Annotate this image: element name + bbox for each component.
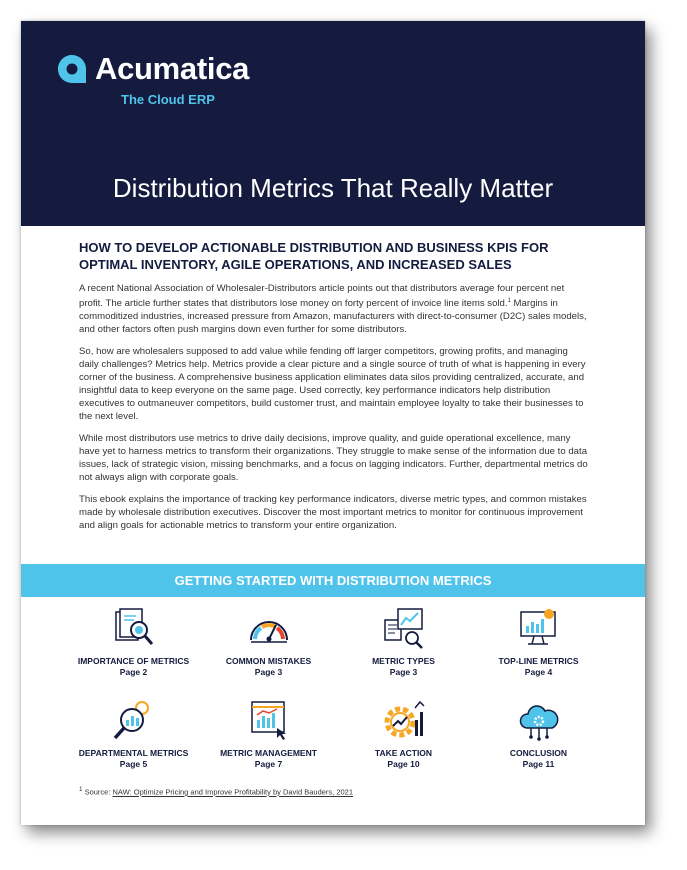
magnifier-chart-icon bbox=[112, 698, 156, 742]
section-card-departmental[interactable] bbox=[66, 698, 201, 788]
gear-growth-icon bbox=[382, 698, 426, 742]
paragraph-1-text-cont: Margins in commoditized industries, increased pressure from Amazon, manufacturers with direct-to-consumer (D2C) sales models, and other factors often push margins down even further for some distributors. bbox=[79, 298, 587, 336]
section-label: METRIC TYPES bbox=[372, 656, 435, 666]
section-navigation bbox=[66, 606, 606, 791]
gauge-icon bbox=[247, 606, 291, 650]
section-card-metric-types[interactable] bbox=[336, 606, 471, 696]
document-title: Distribution Metrics That Really Matter bbox=[112, 173, 554, 203]
section-page: Page 5 bbox=[119, 759, 148, 769]
subheading-line-2: OPTIMAL INVENTORY, AGILE OPERATIONS, AND INCREASED SALES bbox=[79, 257, 512, 272]
brand-tagline: The Cloud ERP bbox=[121, 92, 215, 107]
section-card-common-mistakes[interactable] bbox=[201, 606, 336, 696]
footnote-ref: 1 bbox=[507, 298, 511, 304]
subheading bbox=[79, 239, 589, 273]
section-label: TOP-LINE METRICS bbox=[498, 656, 579, 666]
section-card-conclusion[interactable] bbox=[471, 698, 606, 788]
paragraph-4: This ebook explains the importance of tracking key performance indicators, diverse metric types, and common mistakes made by wholesale distribution executives. Discover the most important metrics to monitor for continuous improvement and align goals for actionable metrics to transform your entire organization. bbox=[79, 494, 587, 532]
paragraph-1 bbox=[79, 282, 589, 336]
section-card-top-line[interactable] bbox=[471, 606, 606, 696]
section-band bbox=[21, 564, 645, 597]
section-page: Page 10 bbox=[387, 759, 420, 769]
section-card-take-action[interactable] bbox=[336, 698, 471, 788]
section-label: CONCLUSION bbox=[509, 748, 568, 758]
document-page bbox=[21, 21, 645, 825]
section-page: Page 4 bbox=[524, 667, 553, 677]
section-label: TAKE ACTION bbox=[374, 748, 433, 758]
body-content bbox=[79, 239, 589, 541]
section-label: IMPORTANCE OF METRICS bbox=[77, 656, 190, 666]
section-page: Page 3 bbox=[389, 667, 418, 677]
footnote-marker: 1 bbox=[79, 786, 83, 793]
section-card-importance[interactable] bbox=[66, 606, 201, 696]
brand-name: Acumatica bbox=[95, 51, 250, 86]
tablet-chart-icon bbox=[247, 698, 291, 742]
paragraph-3: While most distributors use metrics to drive daily decisions, improve quality, and guide operational excellence, many have yet to harness metrics to transform their organizations. They struggle to make sense of the information due to data issues, lack of strategic vision, missing benchmarks, and a focus on lagging indicators. Further, departmental metrics do not always align with corporate goals. bbox=[79, 433, 588, 484]
footnote-prefix: Source: bbox=[82, 787, 113, 797]
section-label: COMMON MISTAKES bbox=[225, 656, 312, 666]
section-label: DEPARTMENTAL METRICS bbox=[78, 748, 189, 758]
section-page: Page 3 bbox=[254, 667, 283, 677]
chart-documents-icon bbox=[382, 606, 426, 650]
footnote-source-link[interactable]: NAW: Optimize Pricing and Improve Profitability by David Bauders, 2021 bbox=[112, 787, 354, 797]
subheading-line-1: HOW TO DEVELOP ACTIONABLE DISTRIBUTION AND BUSINESS KPIS FOR bbox=[79, 240, 549, 255]
section-card-metric-management[interactable] bbox=[201, 698, 336, 788]
cloud-gear-icon bbox=[517, 698, 561, 742]
section-page: Page 11 bbox=[522, 759, 555, 769]
header-banner bbox=[21, 21, 645, 226]
section-label: METRIC MANAGEMENT bbox=[220, 748, 317, 758]
footnote bbox=[79, 786, 353, 797]
acumatica-logo-icon bbox=[56, 53, 88, 85]
paragraph-2: So, how are wholesalers supposed to add value while fending off larger competitors, growing profits, and managing daily challenges? Metrics help. Metrics provide a clear picture and a single source of truth of what is happening in every corner of the business. A comprehensive business application eliminates data silos providing centralized, accurate, and insightful data to keep everyone on the same page. Used correctly, key performance indicators help distribution executives to outmaneuver competitors, build customer trust, and maintain employee loyalty to take their businesses to the next level. bbox=[79, 346, 586, 423]
magnifier-report-icon bbox=[112, 606, 156, 650]
section-heading: GETTING STARTED WITH DISTRIBUTION METRICS bbox=[174, 573, 492, 588]
section-page: Page 2 bbox=[119, 667, 148, 677]
paragraph-1-text: A recent National Association of Wholesaler-Distributors article points out that distributors average four percent net profit. The article further states that distributors lose money on forty percent of invoice line items sold. bbox=[79, 283, 565, 310]
monitor-dashboard-icon bbox=[517, 606, 561, 650]
section-page: Page 7 bbox=[254, 759, 283, 769]
